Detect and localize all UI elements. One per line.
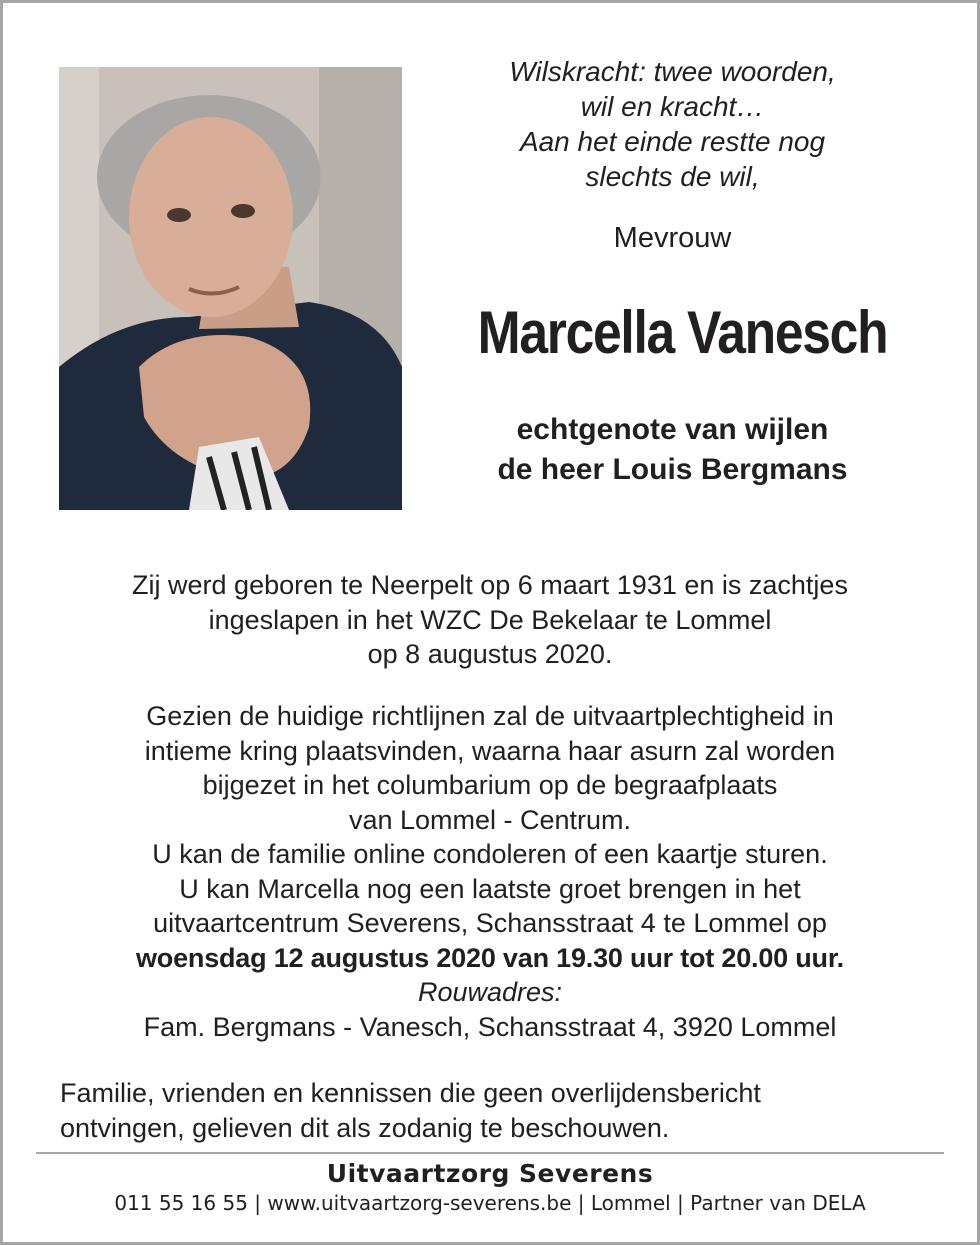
birth-death-paragraph xyxy=(40,568,940,672)
deceased-name: Marcella Vanesch xyxy=(477,299,888,366)
poem-line: wil en kracht… xyxy=(580,91,765,122)
text-line: Zij werd geboren te Neerpelt op 6 maart 1931 en is zachtjes xyxy=(132,570,848,600)
text-line: U kan Marcella nog een laatste groet brengen in het xyxy=(179,873,801,904)
closing-note xyxy=(60,1076,940,1146)
mourning-address: Fam. Bergmans - Vanesch, Schansstraat 4, 3920 Lommel xyxy=(143,1011,837,1042)
text-line: U kan de familie online condoleren of een kaartje sturen. xyxy=(152,839,828,869)
text-line: ontvingen, gelieven dit als zodanig te beschouwen. xyxy=(60,1113,670,1143)
text-line: Familie, vrienden en kennissen die geen overlijdensbericht xyxy=(60,1078,761,1108)
text-line: intieme kring plaatsvinden, waarna haar asurn zal worden xyxy=(144,735,836,766)
text-line: op 8 augustus 2020. xyxy=(367,639,613,669)
poem-line: Wilskracht: twee woorden, xyxy=(509,56,836,87)
salutation: Mevrouw xyxy=(613,222,732,254)
visitation-time: woensdag 12 augustus 2020 van 19.30 uur tot 20.00 uur. xyxy=(136,942,844,973)
poem-line: Aan het einde restte nog xyxy=(519,126,826,157)
text-line: bijgezet in het columbarium op de begraafplaats xyxy=(202,770,778,800)
funeral-company-name: Uitvaartzorg Severens xyxy=(326,1159,654,1188)
poem xyxy=(440,54,905,194)
portrait-photo xyxy=(59,67,402,510)
text-line: van Lommel - Centrum. xyxy=(348,804,632,835)
footer-divider xyxy=(36,1152,944,1154)
text-line: Gezien de huidige richtlijnen zal de uitvaartplechtigheid in xyxy=(146,701,834,731)
spouse-info xyxy=(420,410,925,490)
spouse-line: de heer Louis Bergmans xyxy=(497,453,848,486)
funeral-company-contact: 011 55 16 55 | www.uitvaartzorg-severens.be | Lommel | Partner van DELA xyxy=(114,1191,866,1215)
text-line: ingeslapen in het WZC De Bekelaar te Lommel xyxy=(208,604,772,635)
spouse-line: echtgenote van wijlen xyxy=(516,413,829,446)
funeral-paragraph xyxy=(40,699,940,1044)
text-line: uitvaartcentrum Severens, Schansstraat 4 te Lommel op xyxy=(153,908,827,938)
address-label: Rouwadres: xyxy=(417,977,563,1007)
poem-line: slechts de wil, xyxy=(585,161,760,192)
